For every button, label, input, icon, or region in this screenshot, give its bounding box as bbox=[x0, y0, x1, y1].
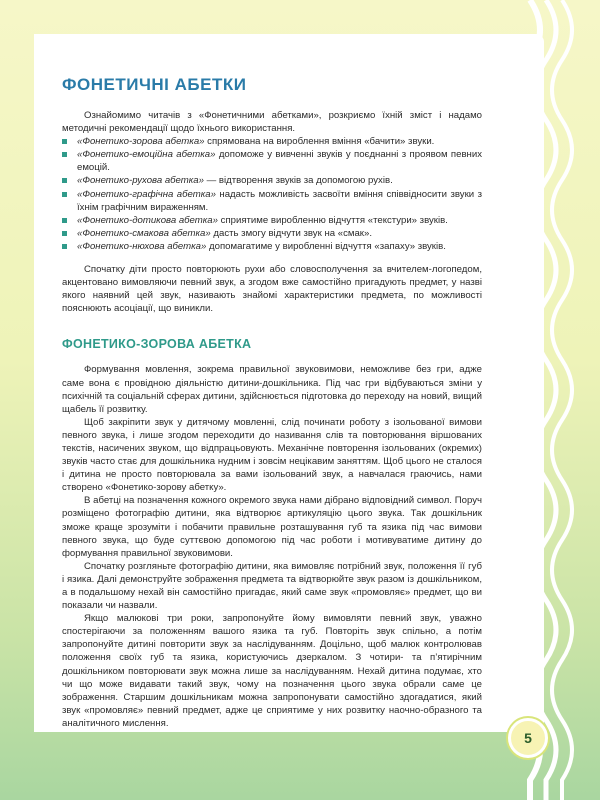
square-bullet-icon bbox=[62, 152, 67, 157]
body-paragraph: Щоб закріпити звук у дитячому мовленні, слід починати роботу з ізольованої вимови певного звука, і лише згодом переходити до називання слів та повторювання віршованих текстів, насичених звуком, що відпрацьовують. Механічне повторення ізольованих (окремих) звуків часто стає для дошкільника нудним і зовсім нецікавим заняттям. Щоб цього не сталося і дитина не просто повторювала за вами ізольований звук, а навчалася граючись, нами створено «Фонетико-зорову абетку». bbox=[62, 416, 482, 494]
page-number: 5 bbox=[524, 730, 532, 746]
list-item: «Фонетико-смакова абетка» дасть змогу відчути звук на «смак». bbox=[62, 227, 482, 240]
list-item: «Фонетико-рухова абетка» — відтворення звуків за допомогою рухів. bbox=[62, 174, 482, 187]
page-title: ФОНЕТИЧНІ АБЕТКИ bbox=[62, 75, 247, 94]
square-bullet-icon bbox=[62, 178, 67, 183]
intro-paragraph: Ознайомимо читачів з «Фонетичними абетками», розкриємо їхній зміст і надамо методичні рекомендації щодо їхнього використання. bbox=[62, 110, 482, 135]
section-title: ФОНЕТИКО-ЗОРОВА АБЕТКА bbox=[62, 337, 252, 352]
list-item: «Фонетико-дотикова абетка» сприятиме виробленню відчуття «текстури» звуків. bbox=[62, 214, 482, 227]
body-paragraph: Спочатку розгляньте фотографію дитини, яка вимовляє потрібний звук, положення її губ і язика. Далі демонструйте зображення предмета та відтворюйте звук разом із дошкільником, а в подальшому нехай він самостійно пригадає, який саме звук «промовляє» предмет, що ви показали чи назвали. bbox=[62, 560, 482, 612]
body-paragraph: Якщо малюкові три роки, запропонуйте йому вимовляти певний звук, уважно спостерігаючи за положенням вашого язика та губ. Повторіть звук спільно, а потім запропонуйте дитині повторити звук за наслідуванням. Доцільно, щоб малюк контролював положення своїх губ та язика, користуючись дзеркалом. З чотири- та п’ятирічним дошкільником повторювати звук можна лише за наслідуванням. Нехай дитина подумає, хто чи що може видавати такий звук, чому на позначення цього звука обрали саме це зображення. Старшим дошкільникам можна запропонувати самостійно здогадатися, який звук «промовляє» певний предмет, адже це сприятиме у них розвитку наочно-образного та аналітичного мислення. bbox=[62, 613, 482, 729]
square-bullet-icon bbox=[62, 231, 67, 236]
body-paragraph: Формування мовлення, зокрема правильної звуковимови, неможливе без гри, адже саме вона є провідною діяльністю дитини-дошкільника. Під час гри відбуваються зміни у психічній та соціальній сферах дитини, здійснюється підготовка до переходу на новий, вищий щабель її розвитку. bbox=[62, 364, 482, 415]
square-bullet-icon bbox=[62, 218, 67, 223]
list-item: «Фонетико-графічна абетка» надасть можливість засвоїти вміння співвідносити звуки з їхнім графічним вираженням. bbox=[62, 188, 482, 214]
list-item: «Фонетико-емоційна абетка» допоможе у вивченні звуків у поєднанні з проявом певних емоцій. bbox=[62, 148, 482, 174]
list-item: «Фонетико-нюхова абетка» допомагатиме у виробленні відчуття «запаху» звуків. bbox=[62, 240, 482, 253]
square-bullet-icon bbox=[62, 244, 67, 249]
after-list-paragraph: Спочатку діти просто повторюють рухи або словосполучення за вчителем-логопедом, акцентовано вимовляючи певний звук, а згодом вже самостійно пригадують предмет, у назві якого наявний цей звук, називають знайомі характеристики предмета, по можливості пояснюють асоціації, що виникли. bbox=[62, 264, 482, 315]
page-number-badge bbox=[508, 718, 548, 758]
square-bullet-icon bbox=[62, 139, 67, 144]
page-content bbox=[62, 75, 482, 730]
body-paragraph: В абетці на позначення кожного окремого звука нами дібрано відповідний символ. Поруч розміщено фотографію дитини, яка відтворює артикуляцію цього звука. Так дошкільник зможе краще зрозуміти і побачити правильне розташування губ та язика під час вимови певного звука, що буде суттєвою допомогою під час роботи і мотивуватиме дитину до формування правильної звуковимови. bbox=[62, 495, 482, 559]
alphabet-list bbox=[62, 135, 482, 253]
list-item: «Фонетико-зорова абетка» спрямована на вироблення вміння «бачити» звуки. bbox=[62, 135, 482, 148]
square-bullet-icon bbox=[62, 192, 67, 197]
